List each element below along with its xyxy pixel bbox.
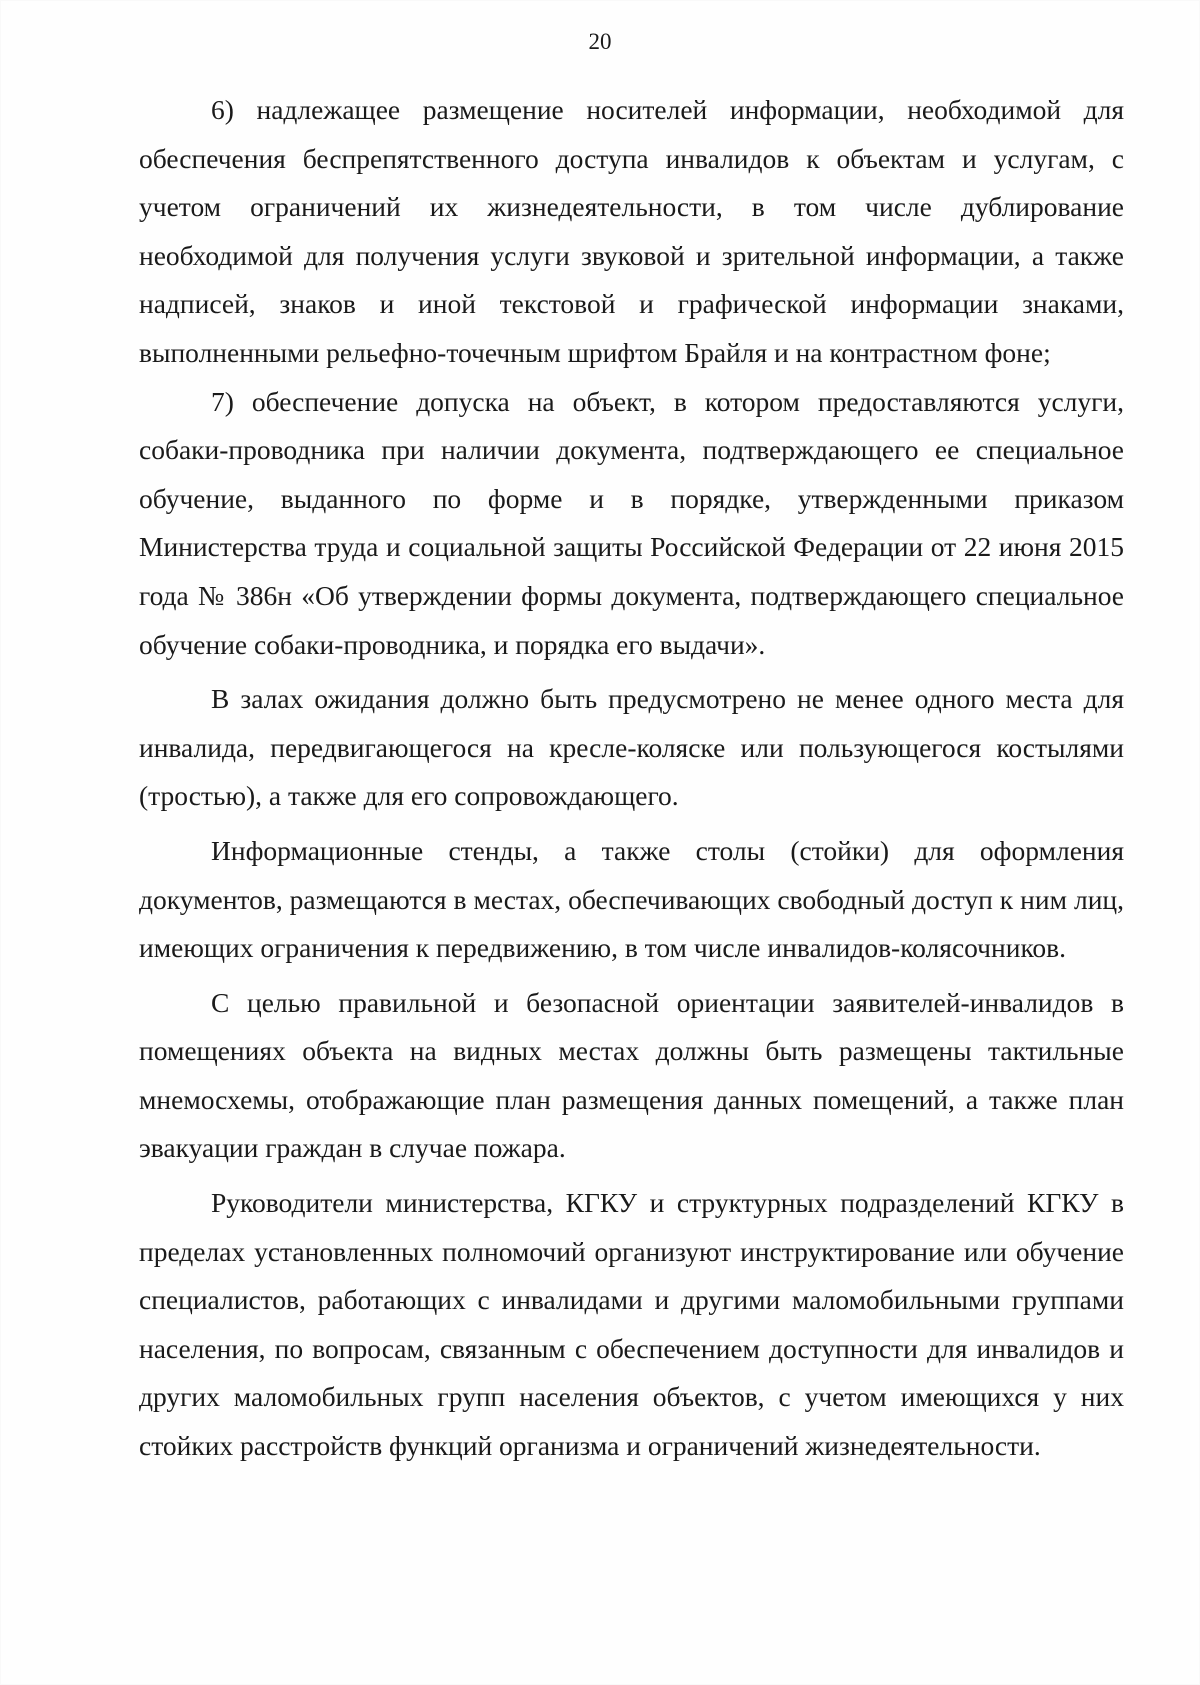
- paragraph-tactile-schemes: С целью правильной и безопасной ориентации заявителей-инвалидов в помещениях объекта на видных местах должны быть размещены тактильные мнемосхемы, отображающие план размещения данных помещений, а также план эвакуации граждан в случае пожара.: [139, 986, 1124, 1164]
- paragraph-waiting-halls: В залах ожидания должно быть предусмотрено не менее одного места для инвалида, передвигающегося на кресле-коляске или пользующегося костылями (тростью), а также для его сопровождающего.: [139, 683, 1124, 812]
- page-number: 20: [588, 29, 612, 54]
- paragraph-item-6: 6) надлежащее размещение носителей информации, необходимой для обеспечения беспрепятственного доступа инвалидов к объектам и услугам, с учетом ограничений их жизнедеятельности, в том числе дублирование необходимой для получения услуги звуковой и зрительной информации, а также надписей, знаков и иной текстовой и графической информации знаками, выполненными рельефно-точечным шрифтом Брайля и на контрастном фоне;: [139, 94, 1124, 368]
- paragraph-staff-training: Руководители министерства, КГКУ и структурных подразделений КГКУ в пределах установленных полномочий организуют инструктирование или обучение специалистов, работающих с инвалидами и другими маломобильными группами населения, по вопросам, связанным с обеспечением доступности для инвалидов и других маломобильных групп населения объектов, с учетом имеющихся у них стойких расстройств функций организма и ограничений жизнедеятельности.: [139, 1187, 1124, 1462]
- paragraph-item-7: 7) обеспечение допуска на объект, в котором предоставляются услуги, собаки-проводника при наличии документа, подтверждающего ее специальное обучение, выданного по форме и в порядке, утвержденными приказом Министерства труда и социальной защиты Российской Федерации от 22 июня 2015 года № 386н «Об утверждении формы документа, подтверждающего специальное обучение собаки-проводника, и порядка его выдачи».: [139, 385, 1124, 660]
- document-body: [139, 86, 1124, 1471]
- paragraph-info-stands: Информационные стенды, а также столы (стойки) для оформления документов, размещаются в местах, обеспечивающих свободный доступ к ним лиц, имеющих ограничения к передвижению, в том числе инвалидов-колясочников.: [139, 834, 1124, 964]
